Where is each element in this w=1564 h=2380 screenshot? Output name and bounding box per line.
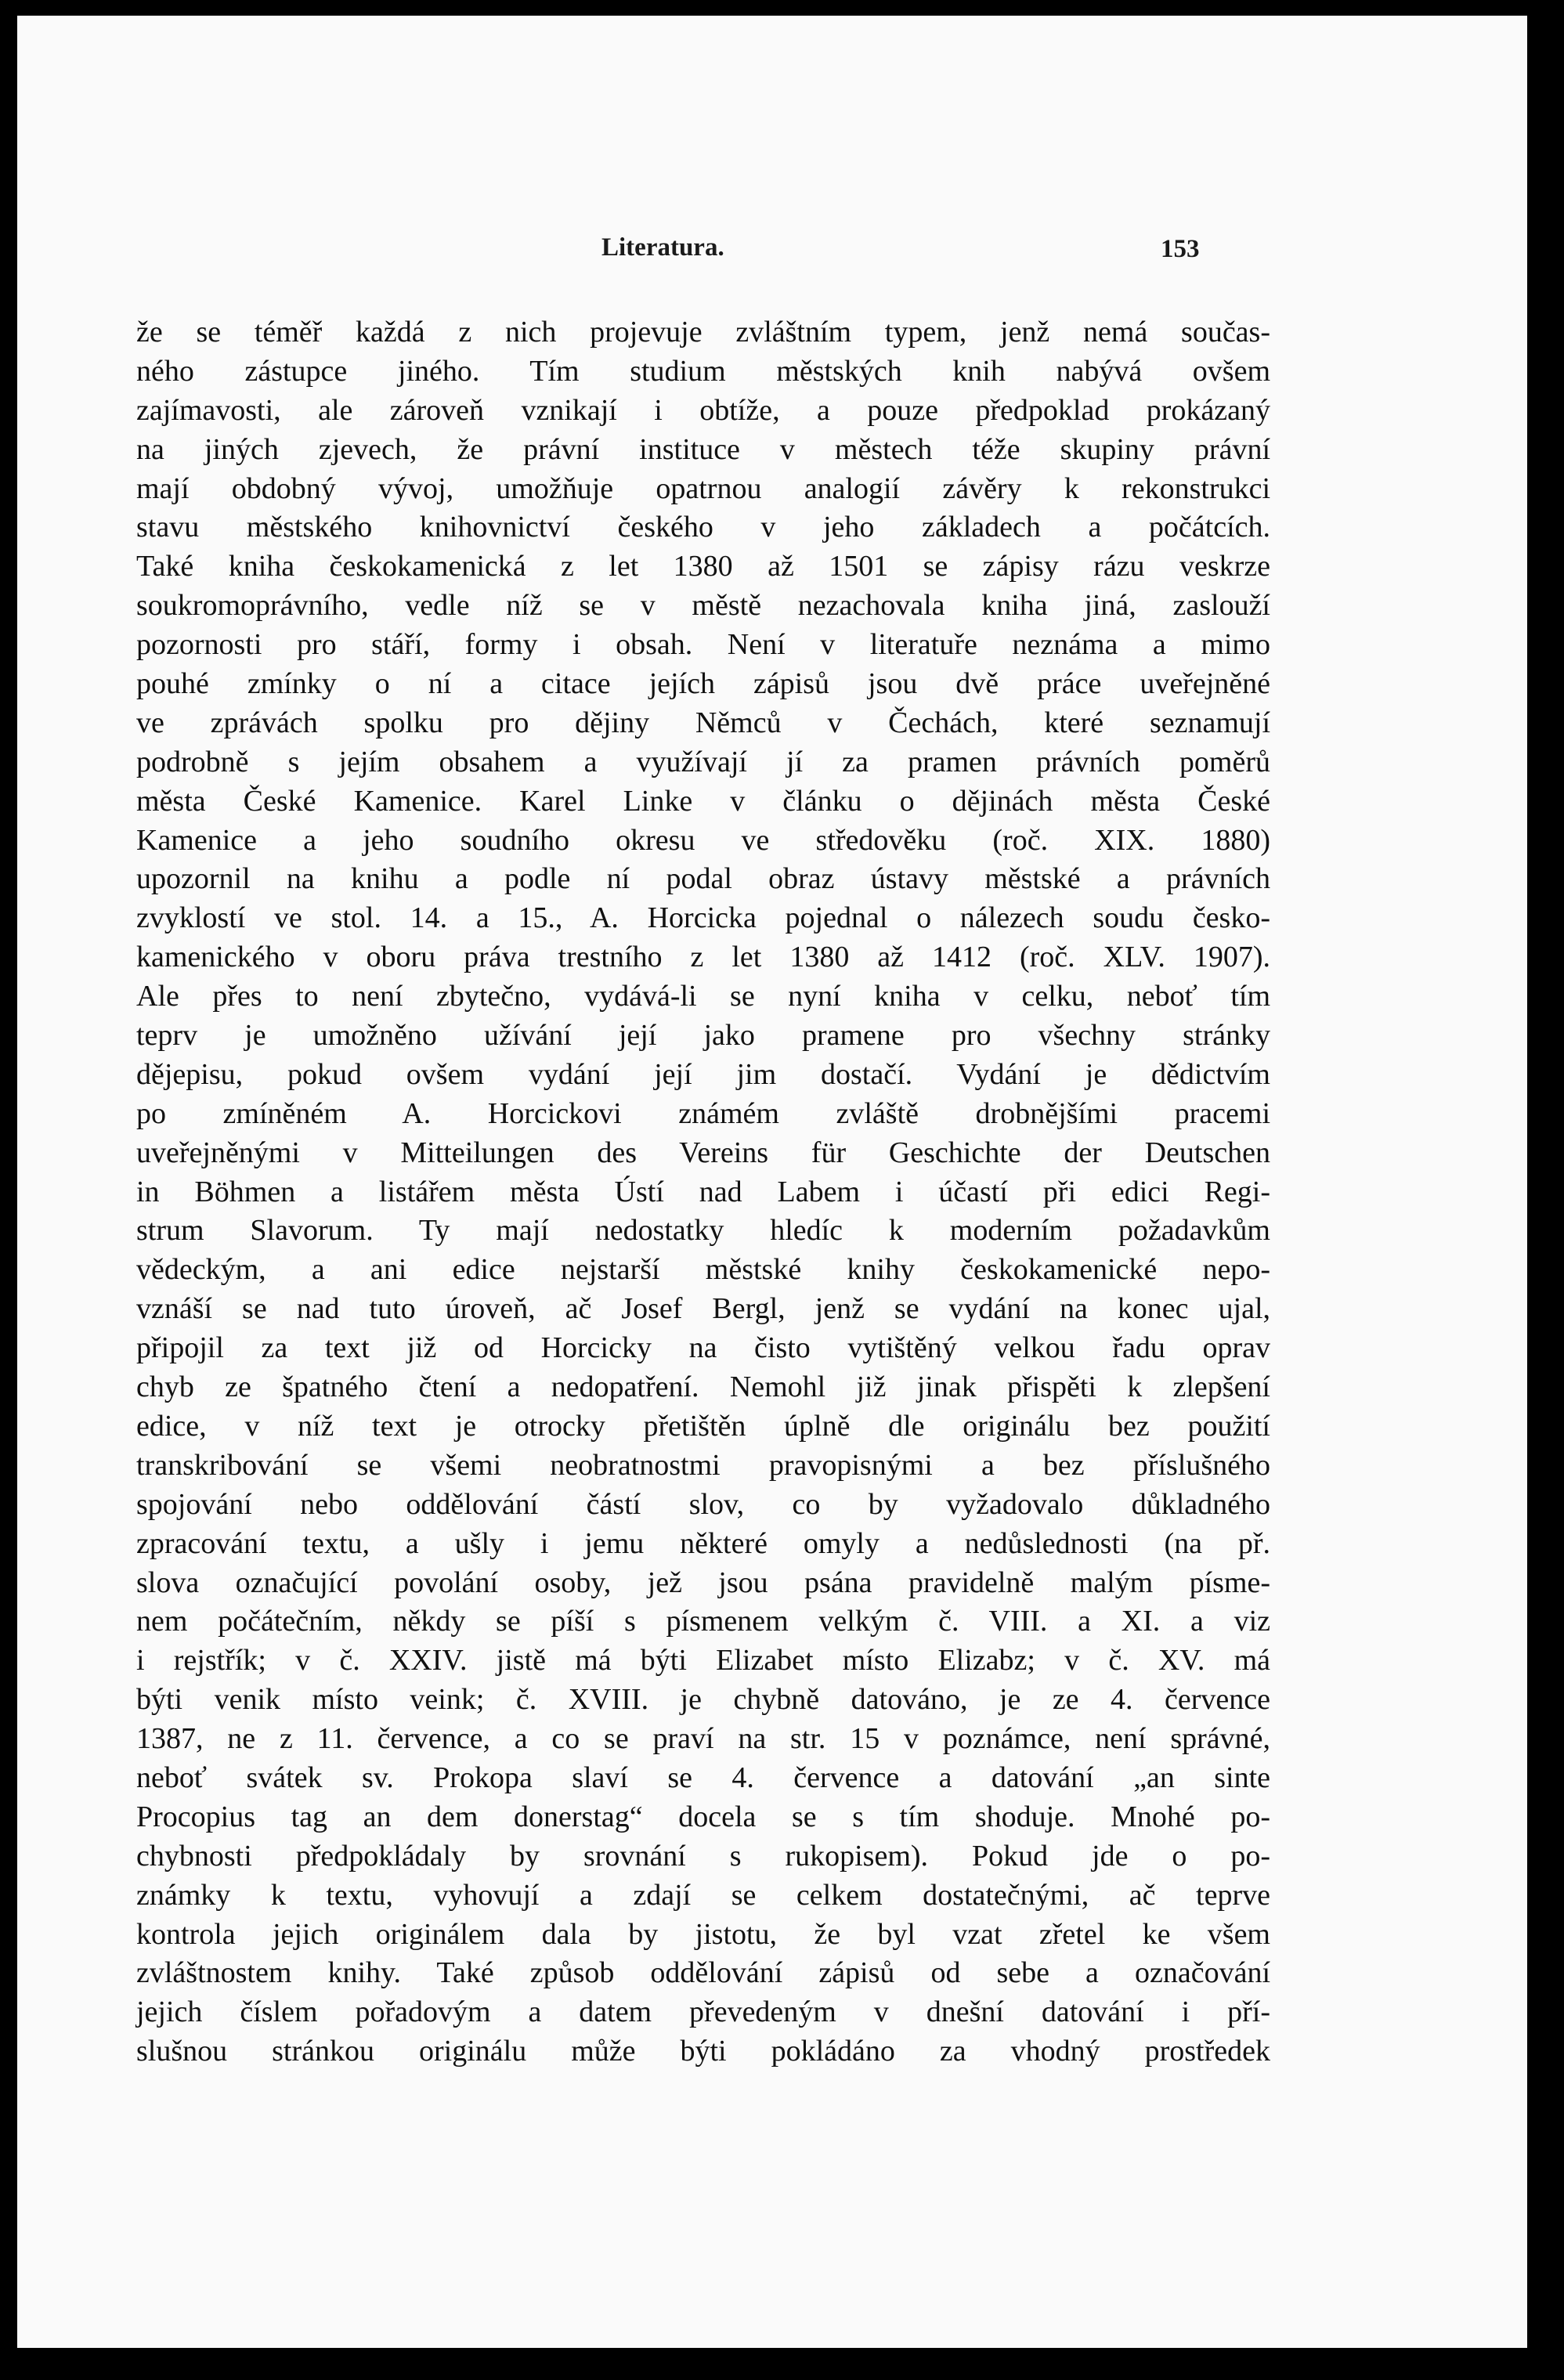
text-line: města České Kamenice. Karel Linke v článku o dějinách města České [136, 784, 1270, 818]
text-line: zajímavosti, ale zároveň vznikají i obtíže, a pouze předpoklad prokázaný [136, 393, 1270, 427]
text-line: stavu městského knihovnictví českého v jeho základech a počátcích. [136, 511, 1270, 544]
text-line: podrobně s jejím obsahem a využívají jí za pramen právních poměrů [136, 745, 1270, 778]
text-line: transkribování se všemi neobratnostmi pravopisnými a bez příslušného [136, 1448, 1270, 1482]
text-line: 1387, ne z 11. července, a co se praví na str. 15 v poznámce, není správné, [136, 1722, 1270, 1756]
text-line: edice, v níž text je otrocky přetištěn úplně dle originálu bez použití [136, 1409, 1270, 1443]
text-line: chybnosti předpokládaly by srovnání s rukopisem). Pokud jde o po- [136, 1839, 1270, 1873]
text-line: vědeckým, a ani edice nejstarší městské knihy českokamenické nepo- [136, 1253, 1270, 1287]
text-line: zvláštnostem knihy. Také způsob oddělování zápisů od sebe a označování [136, 1956, 1270, 1990]
text-line: teprv je umožněno užívání její jako pramene pro všechny stránky [136, 1019, 1270, 1053]
text-line: strum Slavorum. Ty mají nedostatky hledíc k moderním požadavkům [136, 1214, 1270, 1248]
text-line: slova označující povolání osoby, jež jsou psána pravidelně malým písme- [136, 1566, 1270, 1599]
text-line: spojování nebo oddělování částí slov, co by vyžadovalo důkladného [136, 1487, 1270, 1521]
text-line: Také kniha českokamenická z let 1380 až 1501 se zápisy rázu veskrze [136, 550, 1270, 583]
text-line: ve zprávách spolku pro dějiny Němců v Čechách, které seznamují [136, 706, 1270, 739]
text-line: pouhé zmínky o ní a citace jejích zápisů jsou dvě práce uveřejněné [136, 667, 1270, 701]
text-line: jejich číslem pořadovým a datem převedeným v dnešní datování i pří- [136, 1995, 1270, 2029]
text-line: známky k textu, vyhovují a zdají se celkem dostatečnými, ač teprve [136, 1878, 1270, 1912]
text-line: zvyklostí ve stol. 14. a 15., A. Horcicka pojednal o nálezech soudu česko- [136, 901, 1270, 935]
text-line: slušnou stránkou originálu může býti pokládáno za vhodný prostředek [136, 2035, 1270, 2068]
text-line: pozornosti pro stáří, formy i obsah. Není v literatuře neznáma a mimo [136, 628, 1270, 662]
text-line: že se téměř každá z nich projevuje zvláštním typem, jenž nemá součas- [136, 316, 1270, 349]
page-number: 153 [1161, 235, 1200, 263]
text-line: neboť svátek sv. Prokopa slaví se 4. července a datování „an sinte [136, 1761, 1270, 1794]
text-line: dějepisu, pokud ovšem vydání její jim dostačí. Vydání je dědictvím [136, 1057, 1270, 1091]
text-line: zpracování textu, a ušly i jemu některé omyly a nedůslednosti (na př. [136, 1526, 1270, 1560]
text-line: upozornil na knihu a podle ní podal obraz ústavy městské a právních [136, 862, 1270, 896]
text-line: býti venik místo veink; č. XVIII. je chybně datováno, je ze 4. července [136, 1683, 1270, 1717]
text-line: in Böhmen a listářem města Ústí nad Labem i účastí při edici Regi- [136, 1175, 1270, 1208]
text-line: na jiných zjevech, že právní instituce v městech téže skupiny právní [136, 432, 1270, 466]
body-text [136, 313, 1270, 2071]
text-line: Ale přes to není zbytečno, vydává-li se nyní kniha v celku, neboť tím [136, 980, 1270, 1013]
text-line: kontrola jejich originálem dala by jistotu, že byl vzat zřetel ke všem [136, 1917, 1270, 1951]
text-line: chyb ze špatného čtení a nedopatření. Nemohl již jinak přispěti k zlepšení [136, 1371, 1270, 1404]
document-page [17, 16, 1527, 2348]
running-title: Literatura. [601, 233, 724, 262]
text-line: Procopius tag an dem donerstag“ docela se s tím shoduje. Mnohé po- [136, 1800, 1270, 1833]
text-line: připojil za text již od Horcicky na čisto vytištěný velkou řadu oprav [136, 1331, 1270, 1365]
text-line: po zmíněném A. Horcickovi známém zvláště drobnějšími pracemi [136, 1096, 1270, 1130]
text-line: mají obdobný vývoj, umožňuje opatrnou analogií závěry k rekonstrukci [136, 471, 1270, 505]
running-head [17, 233, 1527, 273]
text-line: Kamenice a jeho soudního okresu ve středověku (roč. XIX. 1880) [136, 823, 1270, 857]
text-line: vznáší se nad tuto úroveň, ač Josef Bergl, jenž se vydání na konec ujal, [136, 1292, 1270, 1326]
text-line: soukromoprávního, vedle níž se v městě nezachovala kniha jiná, zaslouží [136, 589, 1270, 623]
text-line: ného zástupce jiného. Tím studium městských knih nabývá ovšem [136, 354, 1270, 388]
text-line: uveřejněnými v Mitteilungen des Vereins für Geschichte der Deutschen [136, 1136, 1270, 1169]
text-line: nem počátečním, někdy se píší s písmenem velkým č. VIII. a XI. a viz [136, 1605, 1270, 1638]
text-line: kamenického v oboru práva trestního z let 1380 až 1412 (roč. XLV. 1907). [136, 941, 1270, 974]
text-line: i rejstřík; v č. XXIV. jistě má býti Elizabet místo Elizabz; v č. XV. má [136, 1644, 1270, 1678]
